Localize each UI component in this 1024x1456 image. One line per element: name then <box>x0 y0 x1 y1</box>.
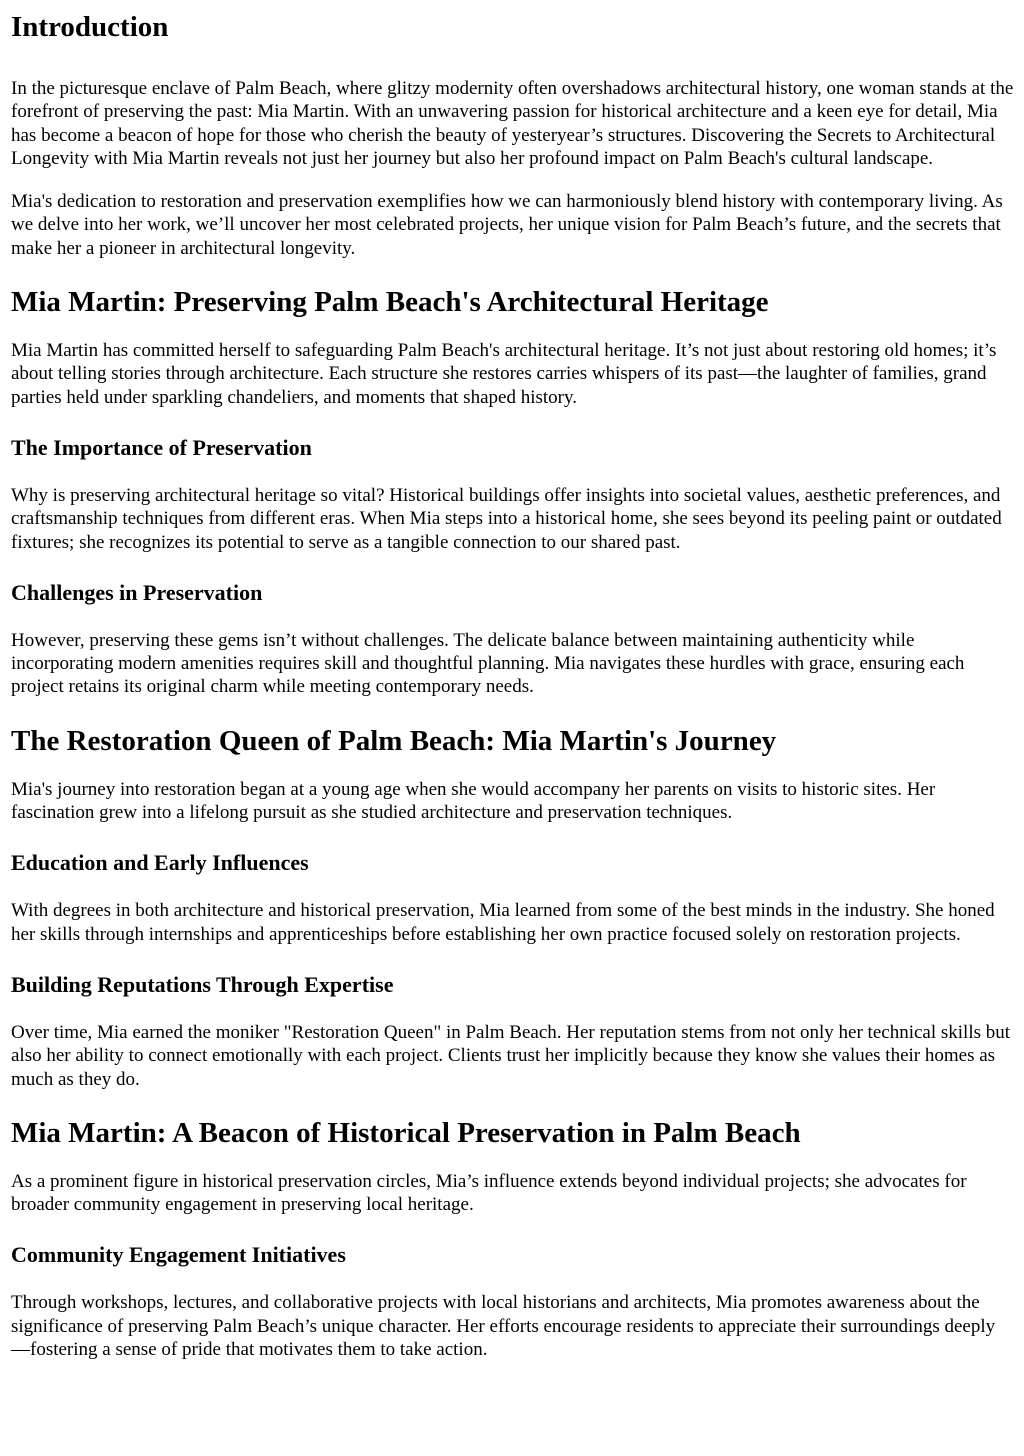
section-restoration-journey <box>11 724 1014 1091</box>
section-introduction <box>11 10 1014 260</box>
section-preserving-heritage <box>11 285 1014 699</box>
subheading-challenges-in-preservation: Challenges in Preservation <box>11 579 263 605</box>
paragraph-education-early-influences: With degrees in both architecture and historical preservation, Mia learned from some of the best minds in the industry. She honed her skills through internships and apprenticeships before establishing her own practice focused solely on restoration projects. <box>11 900 995 945</box>
subheading-importance-of-preservation: The Importance of Preservation <box>11 434 312 460</box>
subheading-building-reputations: Building Reputations Through Expertise <box>11 971 394 997</box>
paragraph-restoration-journey: Mia's journey into restoration began at a young age when she would accompany her parents on visits to historic sites. Her fascination grew into a lifelong pursuit as she studied architecture and preservation techniques. <box>11 778 936 824</box>
paragraph-intro-1: In the picturesque enclave of Palm Beach, where glitzy modernity often overshadows architectural history, one woman stands at the forefront of preserving the past: Mia Martin. With an unwavering passion for historical architecture and a keen eye for detail, Mia has become a beacon of hope for those who cherish the beauty of yesteryear’s structures. Discovering the Secrets to Architectural Longevity with Mia Martin reveals not just her journey but also her profound impact on Palm Beach's cultural landscape. <box>11 78 1014 169</box>
subheading-community-engagement: Community Engagement Initiatives <box>11 1242 346 1268</box>
section-beacon-of-preservation <box>11 1116 1014 1361</box>
paragraph-intro-2: Mia's dedication to restoration and preservation exemplifies how we can harmoniously blend history with contemporary living. As we delve into her work, we’ll uncover her most celebrated projects, her unique vision for Palm Beach’s future, and the secrets that make her a pioneer in architectural longevity. <box>11 191 1003 259</box>
paragraph-beacon-of-preservation: As a prominent figure in historical preservation circles, Mia’s influence extends beyond individual projects; she advocates for broader community engagement in preserving local heritage. <box>11 1170 967 1216</box>
heading-preserving-heritage: Mia Martin: Preserving Palm Beach's Architectural Heritage <box>11 286 769 319</box>
paragraph-challenges-in-preservation: However, preserving these gems isn’t without challenges. The delicate balance between maintaining authenticity while incorporating modern amenities requires skill and thoughtful planning. Mia navigates these hurdles with grace, ensuring each project retains its original charm while meeting contemporary needs. <box>11 629 965 698</box>
paragraph-building-reputations: Over time, Mia earned the moniker "Restoration Queen" in Palm Beach. Her reputation stems from not only her technical skills but also her ability to connect emotionally with each project. Clients trust her implicitly because they know she values their homes as much as they do. <box>11 1021 1011 1090</box>
heading-beacon-of-preservation: Mia Martin: A Beacon of Historical Preservation in Palm Beach <box>11 1116 801 1149</box>
paragraph-importance-of-preservation: Why is preserving architectural heritage so vital? Historical buildings offer insights into societal values, aesthetic preferences, and craftsmanship techniques from different eras. When Mia steps into a historical home, she sees beyond its peeling paint or outdated fixtures; she recognizes its potential to serve as a tangible connection to our shared past. <box>11 484 1002 553</box>
article <box>0 10 1024 1361</box>
paragraph-preserving-heritage: Mia Martin has committed herself to safeguarding Palm Beach's architectural heritage. It’s not just about restoring old homes; it’s about telling stories through architecture. Each structure she restores carries whispers of its past—the laughter of families, grand parties held under sparkling chandeliers, and moments that shaped history. <box>11 340 997 408</box>
heading-restoration-journey: The Restoration Queen of Palm Beach: Mia Martin's Journey <box>11 724 777 757</box>
subheading-education-early-influences: Education and Early Influences <box>11 850 309 876</box>
heading-introduction: Introduction <box>11 11 169 43</box>
paragraph-community-engagement: Through workshops, lectures, and collaborative projects with local historians and architects, Mia promotes awareness about the significance of preserving Palm Beach’s unique character. Her efforts encourage residents to appreciate their surroundings deeply—fostering a sense of pride that motivates them to take action. <box>11 1292 996 1361</box>
